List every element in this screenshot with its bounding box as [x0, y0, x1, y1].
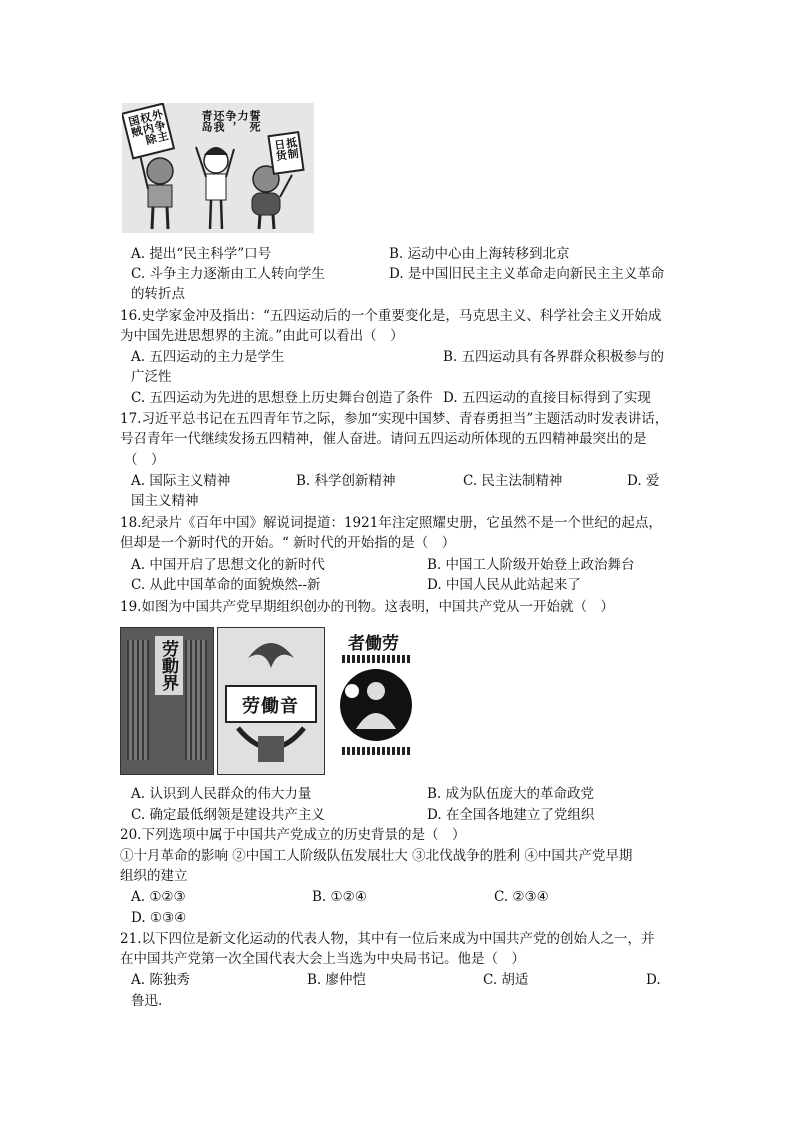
q20-option-a[interactable]: A. ①②③ [131, 889, 186, 905]
publication-laborer-footer-bar [342, 747, 410, 755]
q20-option-d[interactable]: D. ①③④ [131, 910, 187, 926]
q17-option-c[interactable]: C. 民主法制精神 [463, 473, 563, 489]
q16-option-d[interactable]: D. 五四运动的直接目标得到了实现 [443, 390, 651, 406]
laborer-emblem [338, 667, 414, 743]
publication-laborer-subtitle-bar [342, 655, 410, 663]
q15-option-a[interactable]: A. 提出“民主科学”口号 [131, 246, 272, 262]
q21-stem-line2: 在中国共产党第一次全国代表大会上当选为中央局书记。他是（ ） [120, 951, 525, 967]
q21-option-d[interactable]: D. [646, 972, 661, 988]
publication-laborer [330, 627, 422, 773]
q18-stem-line2: 但却是一个新时代的开始。“ 新时代的开始指的是（ ） [120, 535, 456, 551]
q15-option-d[interactable]: D. 是中国旧民主主义革命走向新民主主义革命 [389, 266, 665, 282]
q16-option-c[interactable]: C. 五四运动为先进的思想登上历史舞台创造了条件 [131, 390, 433, 406]
q16-option-b[interactable]: B. 五四运动具有各界群众积极参与的 [443, 349, 665, 365]
q15-option-c[interactable]: C. 斗争主力逐渐由工人转向学生 [131, 266, 325, 282]
q20-stem: 20.下列选项中属于中国共产党成立的历史背景的是（ ） [120, 827, 466, 843]
q20-option-b[interactable]: B. ①②④ [312, 889, 367, 905]
q16-option-b-cont: 广泛性 [131, 369, 172, 385]
q21-option-d-cont: 鲁迅. [131, 993, 163, 1009]
publication-laborer-title: 者働劳 [348, 634, 399, 654]
q19-stem: 19.如图为中国共产党早期组织创办的刊物。这表明，中国共产党从一开始就（ ） [120, 599, 614, 615]
q20-items-line2: 组织的建立 [120, 868, 188, 884]
cartoon-sign-middle: 誓死力争，还我青岛 [200, 110, 261, 132]
q18-option-a[interactable]: A. 中国开启了思想文化的新时代 [131, 557, 325, 573]
q17-option-a[interactable]: A. 国际主义精神 [131, 473, 231, 489]
q18-stem-line1: 18.纪录片《百年中国》解说词提道：1921年注定照耀史册，它虽然不是一个世纪的起点， [120, 515, 662, 531]
q18-option-c[interactable]: C. 从此中国革命的面貌焕然--新 [131, 577, 321, 593]
q16-option-a[interactable]: A. 五四运动的主力是学生 [131, 349, 285, 365]
q21-stem-line1: 21.以下四位是新文化运动的代表人物，其中有一位后来成为中国共产党的创始人之一，并 [120, 931, 655, 947]
q15-option-d-cont: 的转折点 [131, 286, 185, 302]
q17-stem-line3: （ ） [124, 452, 165, 468]
q16-stem-line1: 16.史学家金冲及指出：“五四运动后的一个重要变化是，马克思主义、科学社会主义开始成 [120, 308, 662, 324]
q21-option-c[interactable]: C. 胡适 [483, 972, 529, 988]
q17-stem-line2: 号召青年一代继续发扬五四精神，催人奋进。请问五四运动所体现的五四精神最突出的是 [120, 431, 647, 447]
q19-option-c[interactable]: C. 确定最低纲领是建设共产主义 [131, 807, 325, 823]
q17-stem-line1: 17.习近平总书记在五四青年节之际，参加“实现中国梦、青春勇担当”主题活动时发表讲话， [120, 411, 669, 427]
q21-option-b[interactable]: B. 廖仲恺 [307, 972, 367, 988]
q17-option-b[interactable]: B. 科学创新精神 [296, 473, 396, 489]
q17-option-d[interactable]: D. 爱 [627, 473, 660, 489]
q16-stem-line2: 为中国先进思想界的主流。”由此可以看出（ ） [120, 328, 404, 344]
q18-option-b[interactable]: B. 中国工人阶级开始登上政治舞台 [427, 557, 635, 573]
publication-text-columns-right [185, 640, 207, 760]
may-fourth-cartoon [122, 103, 314, 233]
q21-option-a[interactable]: A. 陈独秀 [131, 972, 190, 988]
cartoon-sign-right: 抵制日货 [267, 131, 304, 175]
q17-option-d-cont: 国主义精神 [131, 493, 199, 509]
publication-labor-world-title: 劳動界 [155, 636, 183, 695]
publication-labor-voice [217, 627, 325, 775]
q19-option-a[interactable]: A. 认识到人民群众的伟大力量 [131, 786, 312, 802]
q19-option-b[interactable]: B. 成为队伍庞大的革命政党 [427, 786, 595, 802]
q20-option-c[interactable]: C. ②③④ [494, 889, 549, 905]
q15-option-b[interactable]: B. 运动中心由上海转移到北京 [389, 246, 570, 262]
q18-option-d[interactable]: D. 中国人民从此站起来了 [427, 577, 581, 593]
q20-items-line1: ①十月革命的影响 ②中国工人阶级队伍发展壮大 ③北伐战争的胜利 ④中国共产党早期 [120, 848, 633, 864]
cartoon-sign-left: 外争主权内除国贼 [122, 103, 175, 160]
publication-labor-voice-title: 劳働音 [242, 696, 299, 717]
q19-option-d[interactable]: D. 在全国各地建立了党组织 [427, 807, 595, 823]
publication-labor-world [120, 627, 214, 775]
publication-text-columns [127, 640, 149, 760]
